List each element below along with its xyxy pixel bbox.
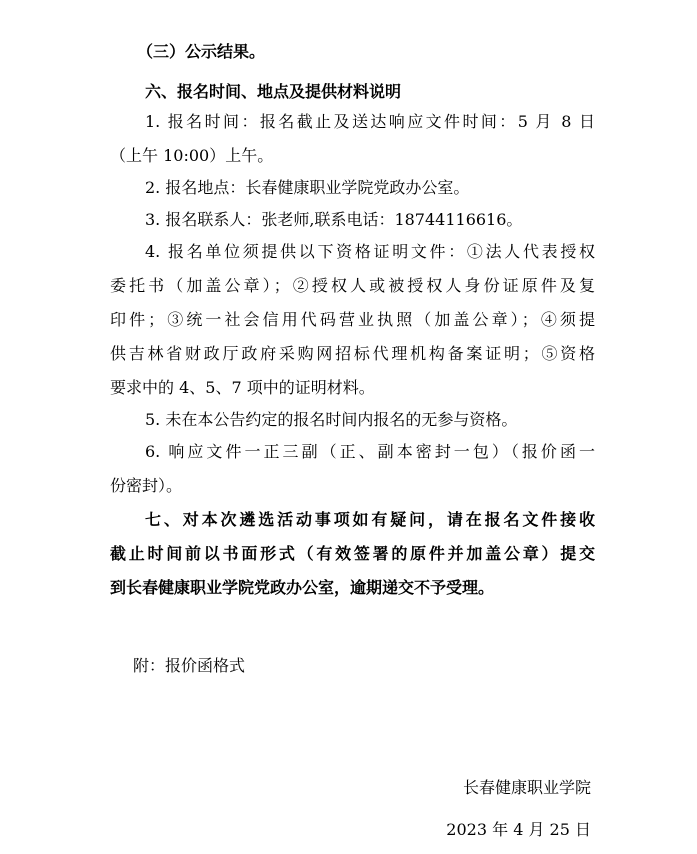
item-1-line-2: （上午 10:00）上午。: [110, 146, 274, 165]
heading-public-result: （三）公示结果。: [137, 42, 266, 61]
item-2: 2. 报名地点：长春健康职业学院党政办公室。: [145, 178, 470, 197]
item-4-line-5: 要求中的 4、5、7 项中的证明材料。: [110, 378, 375, 397]
section-7-line-3: 到长春健康职业学院党政办公室，逾期递交不予受理。: [110, 578, 495, 597]
item-4-line-4: 供吉林省财政厅政府采购网招标代理机构备案证明；⑤资格: [110, 344, 595, 363]
item-1-line-1: 1. 报名时间：报名截止及送达响应文件时间：5 月 8 日: [145, 112, 595, 131]
item-5: 5. 未在本公告约定的报名时间内报名的无参与资格。: [145, 410, 518, 429]
item-4-line-3: 印件；③统一社会信用代码营业执照（加盖公章）；④须提: [110, 310, 595, 329]
item-6-line-2: 份密封）。: [110, 476, 183, 495]
section-7-line-1: 七、对本次遴选活动事项如有疑问，请在报名文件接收: [145, 510, 595, 529]
item-4-line-2: 委托书（加盖公章）；②授权人或被授权人身份证原件及复: [110, 276, 595, 295]
section-7-line-2: 截止时间前以书面形式（有效签署的原件并加盖公章）提交: [110, 544, 595, 563]
attachment-note: 附：报价函格式: [133, 656, 246, 675]
signature-date: 2023 年 4 月 25 日: [446, 820, 591, 839]
signature-organization: 长春健康职业学院: [462, 778, 591, 797]
item-6-line-1: 6. 响应文件一正三副（正、副本密封一包）（报价函一: [145, 442, 595, 461]
item-3: 3. 报名联系人：张老师,联系电话：18744116616。: [145, 210, 523, 229]
section-6-title: 六、报名时间、地点及提供材料说明: [145, 82, 402, 101]
item-4-line-1: 4. 报名单位须提供以下资格证明文件：①法人代表授权: [145, 242, 595, 261]
